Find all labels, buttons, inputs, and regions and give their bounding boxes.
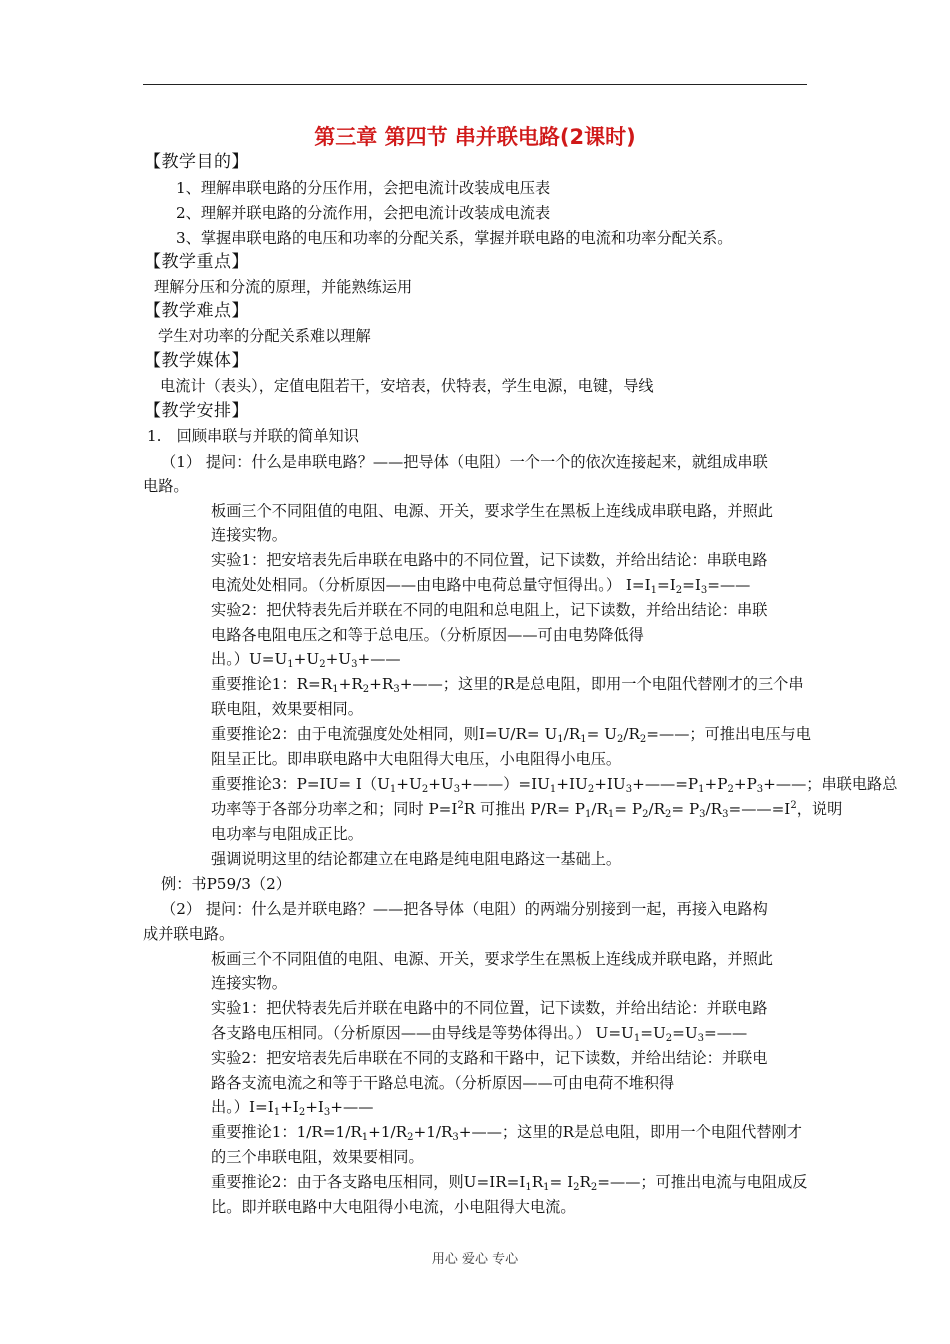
series-question: （1） 提问：什么是串联电路？——把导体（电阻）一个一个的依次连接起来，就组成串联 xyxy=(161,453,768,471)
parallel-experiment-1-cont: 各支路电压相同。（分析原因——由导线是等势体得出。） $U=U_1=U_2=U_3=——$ xyxy=(211,1024,748,1044)
series-experiment-1: 实验1：把安培表先后串联在电路中的不同位置，记下读数，并给出结论：串联电路 xyxy=(211,551,768,569)
parallel-inference-2: 重要推论2：由于各支路电压相同，则$U=IR=I_1R_1=$ $I_2R_2=——$；可推出电流与电阻成反 xyxy=(211,1173,808,1193)
parallel-board-text-cont: 连接实物。 xyxy=(211,974,287,992)
series-experiment-1-cont: 电流处处相同。（分析原因——由电路中电荷总量守恒得出。） $I=I_1=I_2=I_3=——$ xyxy=(211,576,751,596)
parallel-experiment-1: 实验1：把伏特表先后并联在电路中的不同位置，记下读数，并给出结论：并联电路 xyxy=(211,999,768,1017)
series-inference-3-end: 电功率与电阻成正比。 xyxy=(211,825,363,843)
series-inference-1-cont: 联电阻，效果要相同。 xyxy=(211,700,363,718)
parallel-question: （2） 提问：什么是并联电路？——把各导体（电阻）的两端分别接到一起，再接入电路构 xyxy=(161,900,768,918)
page-footer: 用心 爱心 专心 xyxy=(431,1252,519,1267)
objective-item: 1、理解串联电路的分压作用，会把电流计改装成电压表 xyxy=(176,179,551,197)
objective-item: 2、理解并联电路的分流作用，会把电流计改装成电流表 xyxy=(176,204,551,222)
parallel-inference-1-cont: 的三个串联电阻，效果要相同。 xyxy=(211,1148,424,1166)
series-experiment-2: 实验2：把伏特表先后并联在不同的电阻和总电阻上，记下读数，并给出结论：串联 xyxy=(211,601,768,619)
parallel-board-text: 板画三个不同阻值的电阻、电源、开关，要求学生在黑板上连线成并联电路，并照此 xyxy=(211,950,773,968)
media-text: 电流计（表头），定值电阻若干，安培表，伏特表，学生电源，电键，导线 xyxy=(160,377,654,395)
series-experiment-2-end: 出。）$U=U_1+U_2+U_3+——$ xyxy=(211,650,401,670)
series-experiment-2-cont: 电路各电阻电压之和等于总电压。（分析原因——可由电势降低得 xyxy=(211,626,644,644)
parallel-inference-2-cont: 比。即并联电路中大电阻得小电流，小电阻得大电流。 xyxy=(211,1198,576,1216)
series-inference-2-cont: 阻呈正比。即串联电路中大电阻得大电压，小电阻得小电压。 xyxy=(211,750,622,768)
emphasis-note: 强调说明这里的结论都建立在电路是纯电阻电路这一基础上。 xyxy=(211,850,622,868)
series-question-cont: 电路。 xyxy=(143,477,189,495)
page-title: 第三章 第四节 串并联电路(2课时) xyxy=(314,125,636,149)
parallel-question-cont: 成并联电路。 xyxy=(143,925,235,943)
step-heading: 1. 回顾串联与并联的简单知识 xyxy=(147,427,359,445)
series-board-text: 板画三个不同阻值的电阻、电源、开关，要求学生在黑板上连线成串联电路，并照此 xyxy=(211,502,773,520)
series-inference-3-cont: 功率等于各部分功率之和；同时 $P=I^2R$ 可推出 $P/R= P_1/R_1= P_2/R_2=$ $P_3/R_3=——=I^2$，说明 xyxy=(211,800,843,820)
key-point-text: 理解分压和分流的原理，并能熟练运用 xyxy=(154,278,413,296)
section-heading-key-points: 【教学重点】 xyxy=(144,252,249,272)
parallel-experiment-2: 实验2：把安培表先后串联在不同的支路和干路中，记下读数，并给出结论：并联电 xyxy=(211,1049,768,1067)
series-inference-3: 重要推论3：$P=IU= I(U_1+U_2+U_3+——)=IU_1+IU_2+IU_3+——=P_1+P_2+P_3+——$；串联电路总 xyxy=(211,775,898,795)
section-heading-arrangement: 【教学安排】 xyxy=(144,401,249,421)
parallel-experiment-2-cont: 路各支流电流之和等于干路总电流。（分析原因——可由电荷不堆积得 xyxy=(211,1074,675,1092)
section-heading-objectives: 【教学目的】 xyxy=(144,152,249,172)
difficulty-text: 学生对功率的分配关系难以理解 xyxy=(158,327,371,345)
section-heading-difficulties: 【教学难点】 xyxy=(144,301,249,321)
series-board-text-cont: 连接实物。 xyxy=(211,526,287,544)
series-inference-1: 重要推论1：$R=R_1+R_2+R_3+——$；这里的R是总电阻，即用一个电阻代替刚才的三个串 xyxy=(211,675,804,695)
objective-item: 3、掌握串联电路的电压和功率的分配关系，掌握并联电路的电流和功率分配关系。 xyxy=(176,229,733,247)
series-inference-2: 重要推论2：由于电流强度处处相同，则$I=U/R= U_1/R_1=$ $U_2/R_2=——$；可推出电压与电 xyxy=(211,725,811,745)
example-reference: 例：书P59/3（2） xyxy=(161,875,291,893)
parallel-experiment-2-end: 出。）$I=I_1+I_2+I_3+——$ xyxy=(211,1098,374,1118)
parallel-inference-1: 重要推论1：$1/R=1/R_1+1/R_2+1/R_3+——$；这里的R是总电阻，即用一个电阻代替刚才 xyxy=(211,1123,802,1143)
section-heading-media: 【教学媒体】 xyxy=(144,351,249,371)
